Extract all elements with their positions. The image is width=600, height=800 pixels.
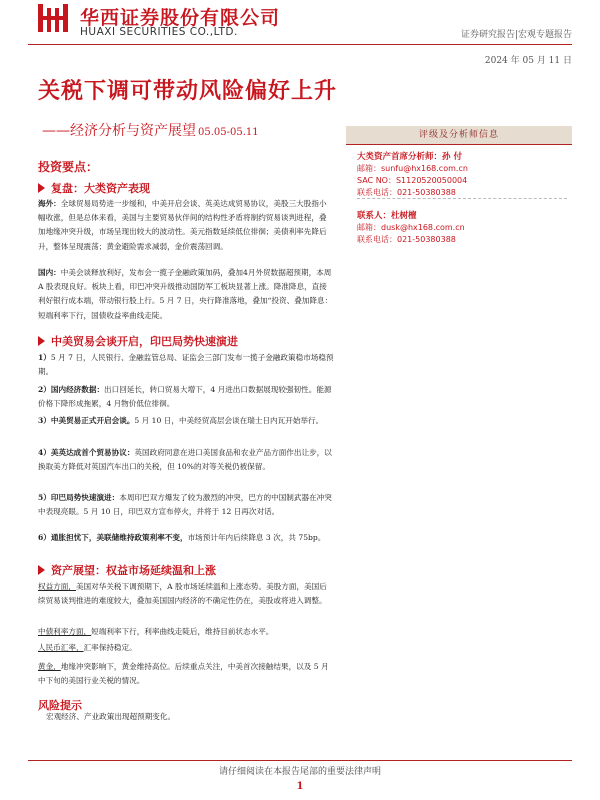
event-item-label: 国内经济数据： bbox=[50, 385, 105, 394]
event-item-label: 印巴局势快速演进： bbox=[50, 493, 120, 502]
domestic-paragraph bbox=[38, 266, 334, 323]
event-item-num: 4） bbox=[38, 448, 51, 457]
header-divider bbox=[28, 44, 572, 45]
event-item-text: 本周印巴双方爆发了较为激烈的冲突，巴方的中国制武器在冲突中表现亮眼。5 月 10 日，印巴双方宣布停火，并将于 12 日再次对话。 bbox=[38, 493, 332, 517]
domestic-label: 国内： bbox=[38, 268, 61, 277]
huaxi-logo-icon bbox=[38, 4, 68, 32]
analyst1-email[interactable]: 邮箱：sunfu@hx168.com.cn bbox=[357, 164, 468, 173]
event-item-5 bbox=[38, 491, 334, 519]
event-item-4 bbox=[38, 446, 334, 474]
analyst1-sac: SAC NO：S1120520050004 bbox=[357, 176, 468, 185]
event-item-3 bbox=[38, 414, 334, 428]
outlook-gold bbox=[38, 660, 334, 688]
event-item-num: 2） bbox=[38, 385, 51, 394]
page-number: 1 bbox=[296, 781, 304, 792]
key-points-heading: 投资要点： bbox=[38, 160, 99, 174]
outlook-label: 中债利率方面， bbox=[38, 627, 92, 636]
report-date: 2024 年 05 月 11 日 bbox=[484, 56, 572, 66]
section-outlook-title: 资产展望：权益市场延续温和上涨 bbox=[51, 564, 216, 577]
section-review bbox=[38, 180, 150, 196]
triangle-bullet-icon bbox=[38, 183, 45, 193]
overseas-text: 全球贸易局势进一步缓和，中美开启会谈、英美达成贸易协议，美股三大股指小幅收涨，但是总体来看，美国与主要贸易伙伴间的结构性矛盾将制约贸易谈判进程，叠加地缘冲突升级，市场呈现出较大的波动性。美元指数延续低位徘徊；美债利率先降后升，整体呈现震荡；黄金避险需求减弱，金价震荡回调。 bbox=[38, 199, 327, 251]
outlook-text: 地缘冲突影响下，黄金维持高位。后续重点关注，中美首次接触结果，以及 5 月中下旬的美国行业关税的情况。 bbox=[38, 662, 329, 686]
sidebar-header-bar bbox=[346, 144, 572, 145]
section-events bbox=[38, 333, 238, 349]
event-item-6 bbox=[38, 531, 334, 545]
company-name-cn: 华西证券股份有限公司 bbox=[80, 7, 281, 29]
event-item-num: 5） bbox=[38, 493, 51, 502]
event-item-text: 5 月 7 日，人民银行、金融监管总局、证监会三部门发布一揽子金融政策稳市场稳预期。 bbox=[38, 353, 334, 377]
triangle-bullet-icon bbox=[38, 565, 45, 575]
event-item-num: 6） bbox=[38, 533, 51, 542]
section-review-title: 复盘：大类资产表现 bbox=[51, 182, 150, 195]
event-item-num: 1） bbox=[38, 353, 51, 362]
event-item-text: 英国政府同意在进口美国食品和农业产品方面作出让步，以换取美方降低对英国汽车出口的关税，但 10%的对等关税仍被保留。 bbox=[38, 448, 332, 472]
event-item-label: 中美贸易正式开启会谈。 bbox=[50, 416, 135, 425]
outlook-text: 美国对华关税下调预期下，A 股市场延续温和上涨态势。美股方面，美国后续贸易谈判推进的难度较大，叠加美国国内经济的不确定性仍在，美股或将进入调整。 bbox=[38, 582, 327, 606]
analyst2-email[interactable]: 邮箱：dusk@hx168.com.cn bbox=[357, 223, 465, 232]
report-subtitle bbox=[42, 120, 259, 140]
outlook-label: 黄金， bbox=[38, 662, 61, 671]
overseas-paragraph bbox=[38, 197, 334, 254]
event-item-label: 美英达成首个贸易协议： bbox=[50, 448, 135, 457]
footer-divider bbox=[28, 760, 572, 761]
outlook-label: 人民币汇率， bbox=[38, 643, 84, 652]
outlook-fx bbox=[38, 641, 334, 655]
analyst2-phone: 联系电话：021-50380388 bbox=[357, 235, 456, 244]
event-item-1 bbox=[38, 351, 334, 379]
analyst2-name: 联系人：杜树檀 bbox=[357, 211, 417, 221]
domestic-text: 中美会谈释放利好，发布会一揽子金融政策加码，叠加4月外贸数据超预期，本周 A 股表现良好。板块上看，印巴冲突升级推动国防军工板块显著上涨。降准降息，直接利好银行成本端，带动银行股上行。5 月 7 日，央行降准落地，叠加“投资、叠加降息：短端利率下行，国债收益率曲线走陡。 bbox=[38, 268, 333, 320]
outlook-equity bbox=[38, 580, 334, 608]
subtitle-text: ——经济分析与资产展望 bbox=[42, 123, 196, 139]
outlook-bond bbox=[38, 625, 334, 639]
event-item-text: 5 月 10 日，中美经贸高层会谈在瑞士日内瓦开始举行。 bbox=[134, 416, 324, 425]
sidebar-separator bbox=[357, 198, 567, 199]
legal-disclaimer-link[interactable]: 请仔细阅读在本报告尾部的重要法律声明 bbox=[218, 767, 381, 777]
outlook-text: 短端利率下行，利率曲线走陡后，维持目前状态水平。 bbox=[91, 627, 274, 636]
section-events-title: 中美贸易会谈开启，印巴局势快速演进 bbox=[51, 335, 238, 348]
event-item-text: 市场预计年内后续降息 3 次，共 75bp。 bbox=[187, 533, 326, 542]
event-item-num: 3） bbox=[38, 416, 51, 425]
risk-title: 风险提示 bbox=[38, 699, 82, 712]
overseas-label: 海外： bbox=[38, 199, 61, 208]
sidebar-header: 评级及分析师信息 bbox=[346, 126, 572, 144]
section-outlook bbox=[38, 562, 216, 578]
report-type: 证券研究报告|宏观专题报告 bbox=[460, 30, 572, 40]
analyst1-phone: 联系电话：021-50380388 bbox=[357, 188, 456, 197]
event-item-label: 通胀担忧下，美联储维持政策利率不变， bbox=[50, 533, 188, 542]
outlook-label: 权益方面， bbox=[38, 582, 76, 591]
company-name-en: HUAXI SECURITIES CO.,LTD. bbox=[80, 26, 238, 38]
analyst1-name: 大类资产首席分析师：孙 付 bbox=[357, 152, 462, 162]
report-title: 关税下调可带动风险偏好上升 bbox=[38, 78, 338, 104]
event-item-text: 出口回延长，转口贸易大增下，4 月进出口数据展现较强韧性。能源价格下降形成拖累，4 月物价低位徘徊。 bbox=[38, 385, 332, 409]
event-item-2 bbox=[38, 383, 334, 411]
outlook-text: 汇率保持稳定。 bbox=[83, 643, 137, 652]
risk-text: 宏观经济、产业政策出现超预期变化。 bbox=[46, 712, 176, 721]
subtitle-date-range: 05.05-05.11 bbox=[198, 127, 259, 138]
triangle-bullet-icon bbox=[38, 336, 45, 346]
